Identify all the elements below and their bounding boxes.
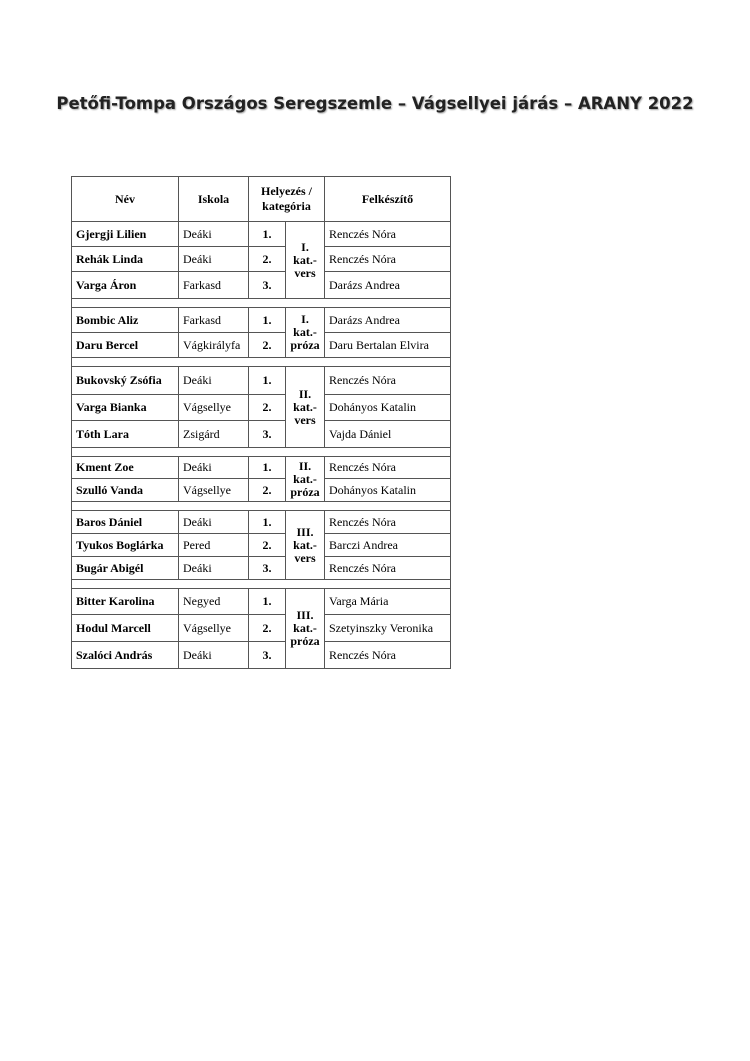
teacher-name: Renczés Nóra (325, 557, 451, 580)
category-cell (286, 308, 325, 358)
school-name: Vágsellye (179, 395, 249, 421)
group-spacer-row (72, 448, 451, 457)
placement: 2. (249, 534, 286, 557)
table-row (72, 479, 451, 502)
teacher-name: Dohányos Katalin (325, 479, 451, 502)
category-line: próza (290, 484, 320, 499)
student-name: Rehák Linda (72, 247, 179, 272)
student-name: Hodul Marcell (72, 615, 179, 642)
placement: 2. (249, 333, 286, 358)
placement: 1. (249, 457, 286, 479)
category-line: II. (298, 458, 312, 473)
school-name: Deáki (179, 557, 249, 580)
group-spacer-cell (72, 502, 451, 511)
table-row (72, 511, 451, 534)
school-name: Farkasd (179, 308, 249, 333)
table-row (72, 421, 451, 448)
category-line: próza (290, 338, 320, 352)
school-name: Vágkirályfa (179, 333, 249, 358)
teacher-name: Renczés Nóra (325, 367, 451, 395)
school-name: Deáki (179, 511, 249, 534)
category-line: I. (301, 312, 309, 326)
category-line: kat.- (293, 621, 317, 635)
category-line: II. (298, 386, 312, 401)
group-spacer-cell (72, 299, 451, 308)
group-spacer-cell (72, 580, 451, 589)
table-row (72, 589, 451, 615)
student-name: Varga Bianka (72, 395, 179, 421)
table-row (72, 222, 451, 247)
header-name: Név (72, 177, 179, 222)
header-teacher: Felkészítő (325, 177, 451, 222)
category-line: kat.- (293, 399, 317, 414)
group-spacer-cell (72, 358, 451, 367)
category-line: kat.- (293, 252, 317, 267)
header-place-line1: Helyezés / (261, 184, 312, 198)
school-name: Deáki (179, 367, 249, 395)
group-spacer-row (72, 299, 451, 308)
teacher-name: Szetyinszky Veronika (325, 615, 451, 642)
student-name: Kment Zoe (72, 457, 179, 479)
student-name: Varga Áron (72, 272, 179, 299)
student-name: Tóth Lara (72, 421, 179, 448)
category-cell (286, 589, 325, 669)
school-name: Deáki (179, 457, 249, 479)
page-title: Petőfi-Tompa Országos Seregszemle – Vágsellyei járás – ARANY 2022 (56, 94, 694, 113)
school-name: Deáki (179, 642, 249, 669)
student-name: Gjergji Lilien (72, 222, 179, 247)
category-cell (286, 511, 325, 580)
placement: 3. (249, 557, 286, 580)
placement: 3. (249, 642, 286, 669)
category-line: kat.- (293, 471, 317, 486)
header-place-line2: kategória (262, 199, 311, 213)
category-line: III. (296, 524, 314, 539)
table-row (72, 457, 451, 479)
teacher-name: Vajda Dániel (325, 421, 451, 448)
student-name: Bombic Aliz (72, 308, 179, 333)
table-body (72, 222, 451, 669)
school-name: Vágsellye (179, 615, 249, 642)
placement: 1. (249, 222, 286, 247)
school-name: Negyed (179, 589, 249, 615)
teacher-name: Renczés Nóra (325, 511, 451, 534)
category-cell (286, 367, 325, 448)
student-name: Szalóci András (72, 642, 179, 669)
table-row (72, 642, 451, 669)
category-cell (286, 457, 325, 502)
student-name: Tyukos Boglárka (72, 534, 179, 557)
table-row (72, 247, 451, 272)
student-name: Daru Bercel (72, 333, 179, 358)
table-row (72, 272, 451, 299)
header-row (72, 177, 451, 222)
placement: 2. (249, 615, 286, 642)
group-spacer-row (72, 502, 451, 511)
table-row (72, 308, 451, 333)
placement: 1. (249, 589, 286, 615)
placement: 3. (249, 272, 286, 299)
table-row (72, 534, 451, 557)
group-spacer-row (72, 358, 451, 367)
teacher-name: Varga Mária (325, 589, 451, 615)
placement: 1. (249, 308, 286, 333)
category-line: I. (301, 239, 309, 254)
table-row (72, 333, 451, 358)
teacher-name: Renczés Nóra (325, 222, 451, 247)
header-school: Iskola (179, 177, 249, 222)
category-line: vers (294, 550, 316, 565)
placement: 2. (249, 395, 286, 421)
table-row (72, 395, 451, 421)
teacher-name: Barczi Andrea (325, 534, 451, 557)
category-line: próza (290, 634, 320, 648)
student-name: Bukovský Zsófia (72, 367, 179, 395)
teacher-name: Renczés Nóra (325, 247, 451, 272)
teacher-name: Darázs Andrea (325, 308, 451, 333)
placement: 1. (249, 511, 286, 534)
student-name: Szulló Vanda (72, 479, 179, 502)
category-line: vers (294, 265, 316, 280)
school-name: Zsigárd (179, 421, 249, 448)
placement: 3. (249, 421, 286, 448)
school-name: Deáki (179, 222, 249, 247)
placement: 2. (249, 247, 286, 272)
student-name: Baros Dániel (72, 511, 179, 534)
placement: 1. (249, 367, 286, 395)
category-line: kat.- (293, 325, 317, 339)
table-row (72, 367, 451, 395)
category-line: vers (294, 412, 316, 427)
teacher-name: Dohányos Katalin (325, 395, 451, 421)
school-name: Vágsellye (179, 479, 249, 502)
teacher-name: Daru Bertalan Elvira (325, 333, 451, 358)
category-cell (286, 222, 325, 299)
table-row (72, 557, 451, 580)
table-row (72, 615, 451, 642)
school-name: Farkasd (179, 272, 249, 299)
student-name: Bugár Abigél (72, 557, 179, 580)
teacher-name: Darázs Andrea (325, 272, 451, 299)
header-place-category (249, 177, 325, 222)
school-name: Pered (179, 534, 249, 557)
category-line: kat.- (293, 537, 317, 552)
student-name: Bitter Karolina (72, 589, 179, 615)
group-spacer-cell (72, 448, 451, 457)
teacher-name: Renczés Nóra (325, 457, 451, 479)
group-spacer-row (72, 580, 451, 589)
teacher-name: Renczés Nóra (325, 642, 451, 669)
school-name: Deáki (179, 247, 249, 272)
category-line: III. (296, 608, 314, 622)
results-table (71, 176, 451, 669)
placement: 2. (249, 479, 286, 502)
